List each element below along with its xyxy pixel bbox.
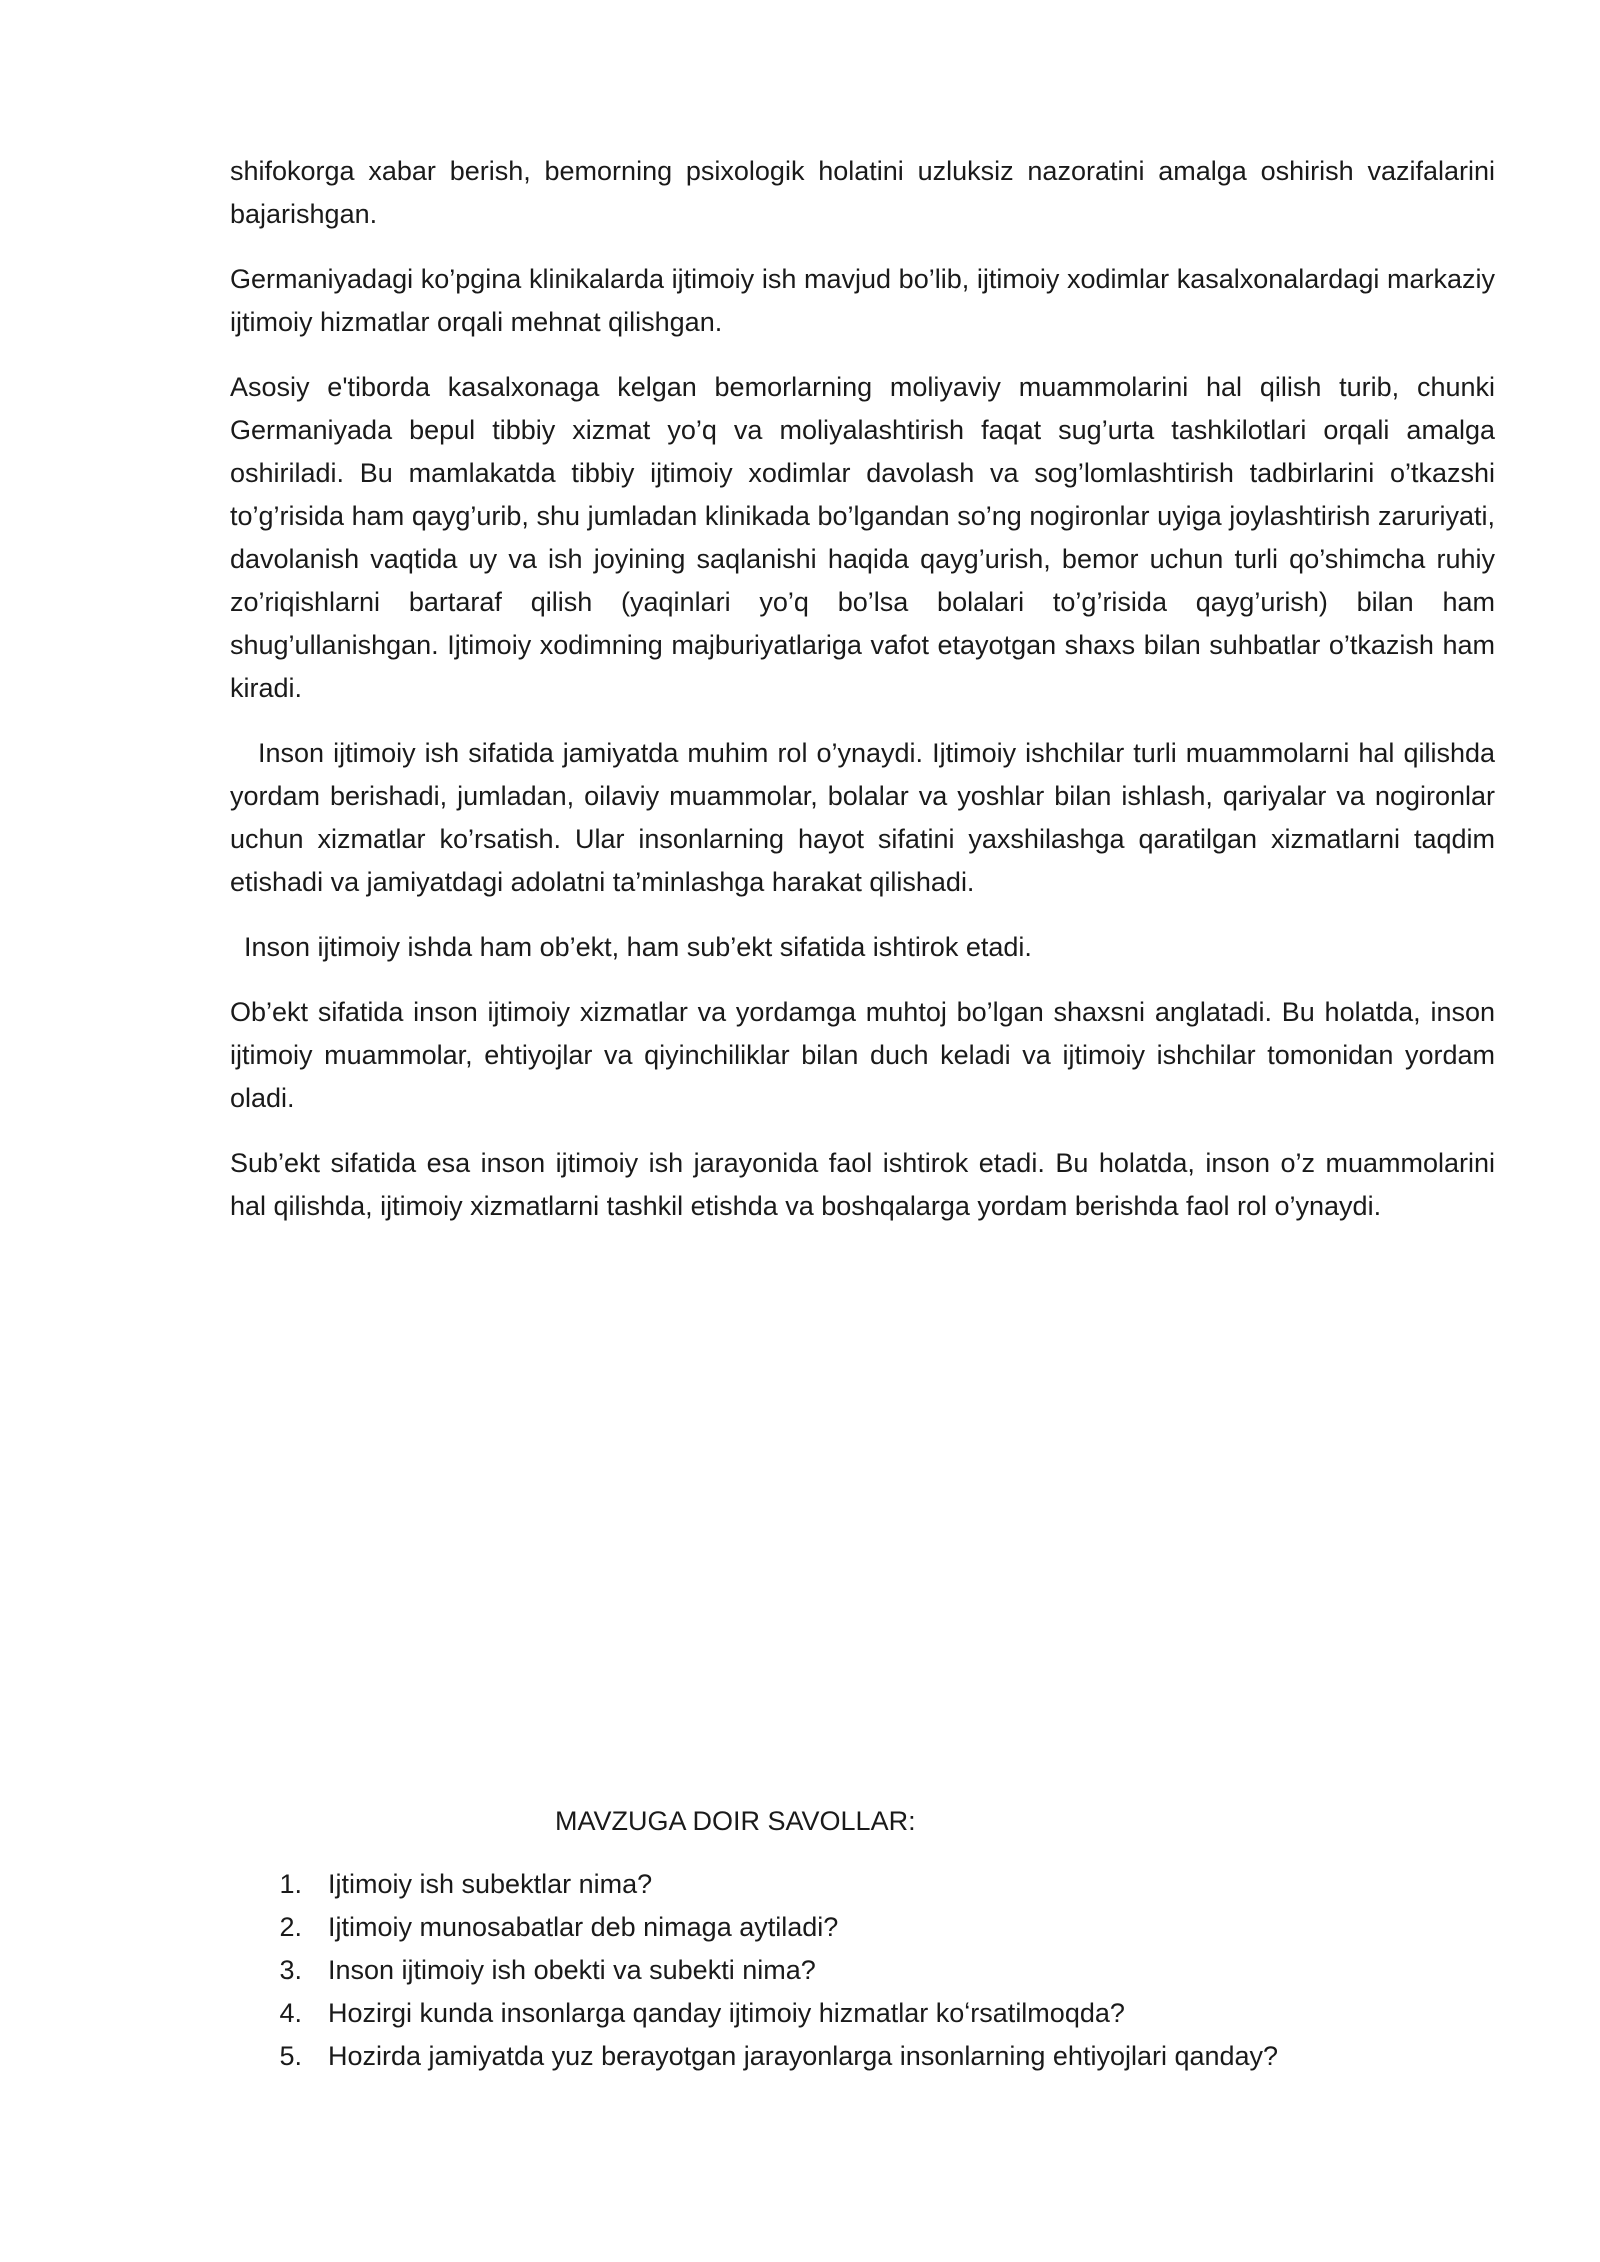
question-number: 5.	[279, 2041, 302, 2071]
paragraph: Ob’ekt sifatida inson ijtimoiy xizmatlar va yordamga muhtoj bo’lgan shaxsni anglatadi. Bu holatda, inson ijtimoiy muammolar, ehtiyojlar va qiyinchiliklar bilan duch keladi va ijtimoiy ishchilar tomonidan yordam oladi.	[230, 997, 1495, 1113]
question-text: Ijtimoiy ish subektlar nima?	[328, 1869, 653, 1899]
paragraph: Asosiy e'tiborda kasalxonaga kelgan bemorlarning moliyaviy muammolarini hal qilish turib, chunki Germaniyada bepul tibbiy xizmat yo’q va moliyalashtirish faqat sug’urta tashkilotlari orqali amalga oshiriladi. Bu mamlakatda tibbiy ijtimoiy xodimlar davolash va sog’lomlashtirish tadbirlarini o’tkazshi to’g’risida ham qayg’urib, shu jumladan klinikada bo’lgandan so’ng nogironlar uyiga joylashtirish zaruriyati, davolanish vaqtida uy va ish joyining saqlanishi haqida qayg’urish, bemor uchun turli qo’shimcha ruhiy zo’riqishlarni bartaraf qilish (yaqinlari yo’q bo’lsa bolalari to’g’risida qayg’urish) bilan ham shug’ullanishgan. Ijtimoiy xodimning majburiyatlariga vafot etayotgan shaxs bilan suhbatlar o’tkazish ham kiradi.	[230, 372, 1495, 703]
question-number: 1.	[279, 1869, 302, 1899]
questions-list	[230, 1863, 1495, 2078]
question-item	[230, 1949, 1495, 1992]
question-number: 4.	[279, 1998, 302, 2028]
questions-heading: MAVZUGA DOIR SAVOLLAR:	[555, 1806, 916, 1836]
question-item	[230, 1906, 1495, 1949]
question-item	[230, 1863, 1495, 1906]
document-body	[230, 150, 1495, 1250]
paragraph: Sub’ekt sifatida esa inson ijtimoiy ish jarayonida faol ishtirok etadi. Bu holatda, inson o’z muammolarini hal qilishda, ijtimoiy xizmatlarni tashkil etishda va boshqalarga yordam berishda faol rol o’ynaydi.	[230, 1148, 1495, 1221]
question-number: 2.	[279, 1912, 302, 1942]
paragraph: Inson ijtimoiy ish sifatida jamiyatda muhim rol o’ynaydi. Ijtimoiy ishchilar turli muammolarni hal qilishda yordam berishadi, jumladan, oilaviy muammolar, bolalar va yoshlar bilan ishlash, qariyalar va nogironlar uchun xizmatlar ko’rsatish. Ular insonlarning hayot sifatini yaxshilashga qaratilgan xizmatlarni taqdim etishadi va jamiyatdagi adolatni ta’minlashga harakat qilishadi.	[230, 738, 1495, 897]
question-text: Hozirgi kunda insonlarga qanday ijtimoiy hizmatlar koʻrsatilmoqda?	[328, 1998, 1125, 2028]
question-text: Inson ijtimoiy ish obekti va subekti nima?	[328, 1955, 816, 1985]
question-text: Hozirda jamiyatda yuz berayotgan jarayonlarga insonlarning ehtiyojlari qanday?	[328, 2041, 1279, 2071]
question-item	[230, 2035, 1495, 2078]
questions-section	[230, 1800, 1495, 2078]
paragraph: Inson ijtimoiy ishda ham ob’ekt, ham sub’ekt sifatida ishtirok etadi.	[244, 932, 1032, 962]
question-item	[230, 1992, 1495, 2035]
paragraph: shifokorga xabar berish, bemorning psixologik holatini uzluksiz nazoratini amalga oshirish vazifalarini bajarishgan.	[230, 156, 1495, 229]
question-text: Ijtimoiy munosabatlar deb nimaga aytiladi?	[328, 1912, 839, 1942]
paragraph: Germaniyadagi ko’pgina klinikalarda ijtimoiy ish mavjud bo’lib, ijtimoiy xodimlar kasalxonalardagi markaziy ijtimoiy hizmatlar orqali mehnat qilishgan.	[230, 264, 1495, 337]
question-number: 3.	[279, 1955, 302, 1985]
